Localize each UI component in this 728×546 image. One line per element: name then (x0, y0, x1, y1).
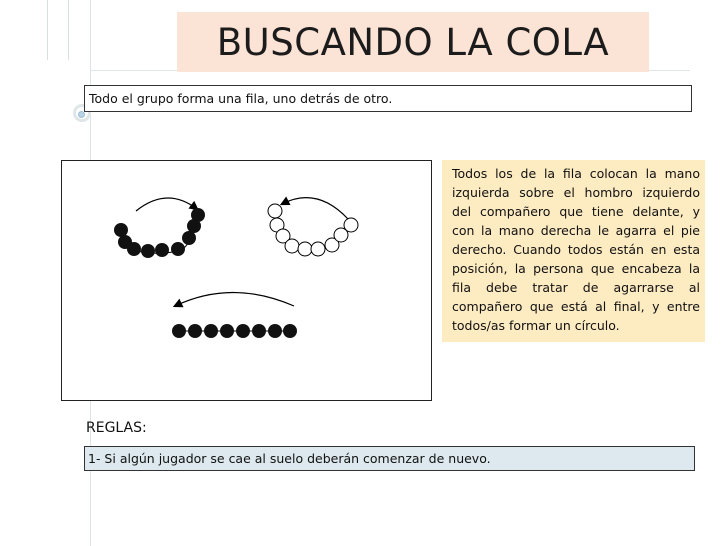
arrow-curve (136, 198, 197, 211)
player-light (311, 242, 325, 256)
player-dark (141, 244, 155, 258)
rules-heading: REGLAS: (86, 420, 147, 436)
player-dark (127, 242, 141, 256)
bullet-dot-icon (78, 111, 85, 118)
arrow-curve (282, 198, 348, 219)
decorative-line (47, 0, 48, 60)
player-dark (220, 324, 234, 338)
player-dark (191, 208, 205, 222)
player-dark (182, 231, 196, 245)
player-dark (252, 324, 266, 338)
player-dark (188, 324, 202, 338)
player-dark (268, 324, 282, 338)
slide-title: BUSCANDO LA COLA (177, 12, 649, 72)
player-dark (114, 223, 128, 237)
player-dark (171, 242, 185, 256)
player-dark (236, 324, 250, 338)
player-light (268, 204, 282, 218)
formation-illustration (62, 161, 433, 402)
dark-line-formation (172, 293, 297, 339)
decorative-line (68, 0, 69, 60)
formation-diagram (61, 160, 432, 401)
player-dark (283, 324, 297, 338)
arrow-curve (175, 293, 294, 307)
rule-item: 1- Si algún jugador se cae al suelo deberán comenzar de nuevo. (84, 446, 695, 471)
player-dark (204, 324, 218, 338)
dark-u-formation (114, 198, 205, 258)
player-light (285, 239, 299, 253)
description-text: Todos los de la fila colocan la mano izquierda sobre el hombro izquierdo del compañero que tiene delante, y con la mano derecha le agarra el pie derecho. Cuando todos están en esta posición, la persona que encabeza la fila debe tratar de agarrarse al compañero que está al final, y entre todos/as formar un círculo. (442, 160, 705, 342)
light-u-formation (268, 198, 358, 256)
player-dark (155, 243, 169, 257)
player-light (344, 218, 358, 232)
intro-text: Todo el grupo forma una fila, uno detrás de otro. (84, 85, 692, 112)
player-light (298, 242, 312, 256)
player-dark (172, 324, 186, 338)
